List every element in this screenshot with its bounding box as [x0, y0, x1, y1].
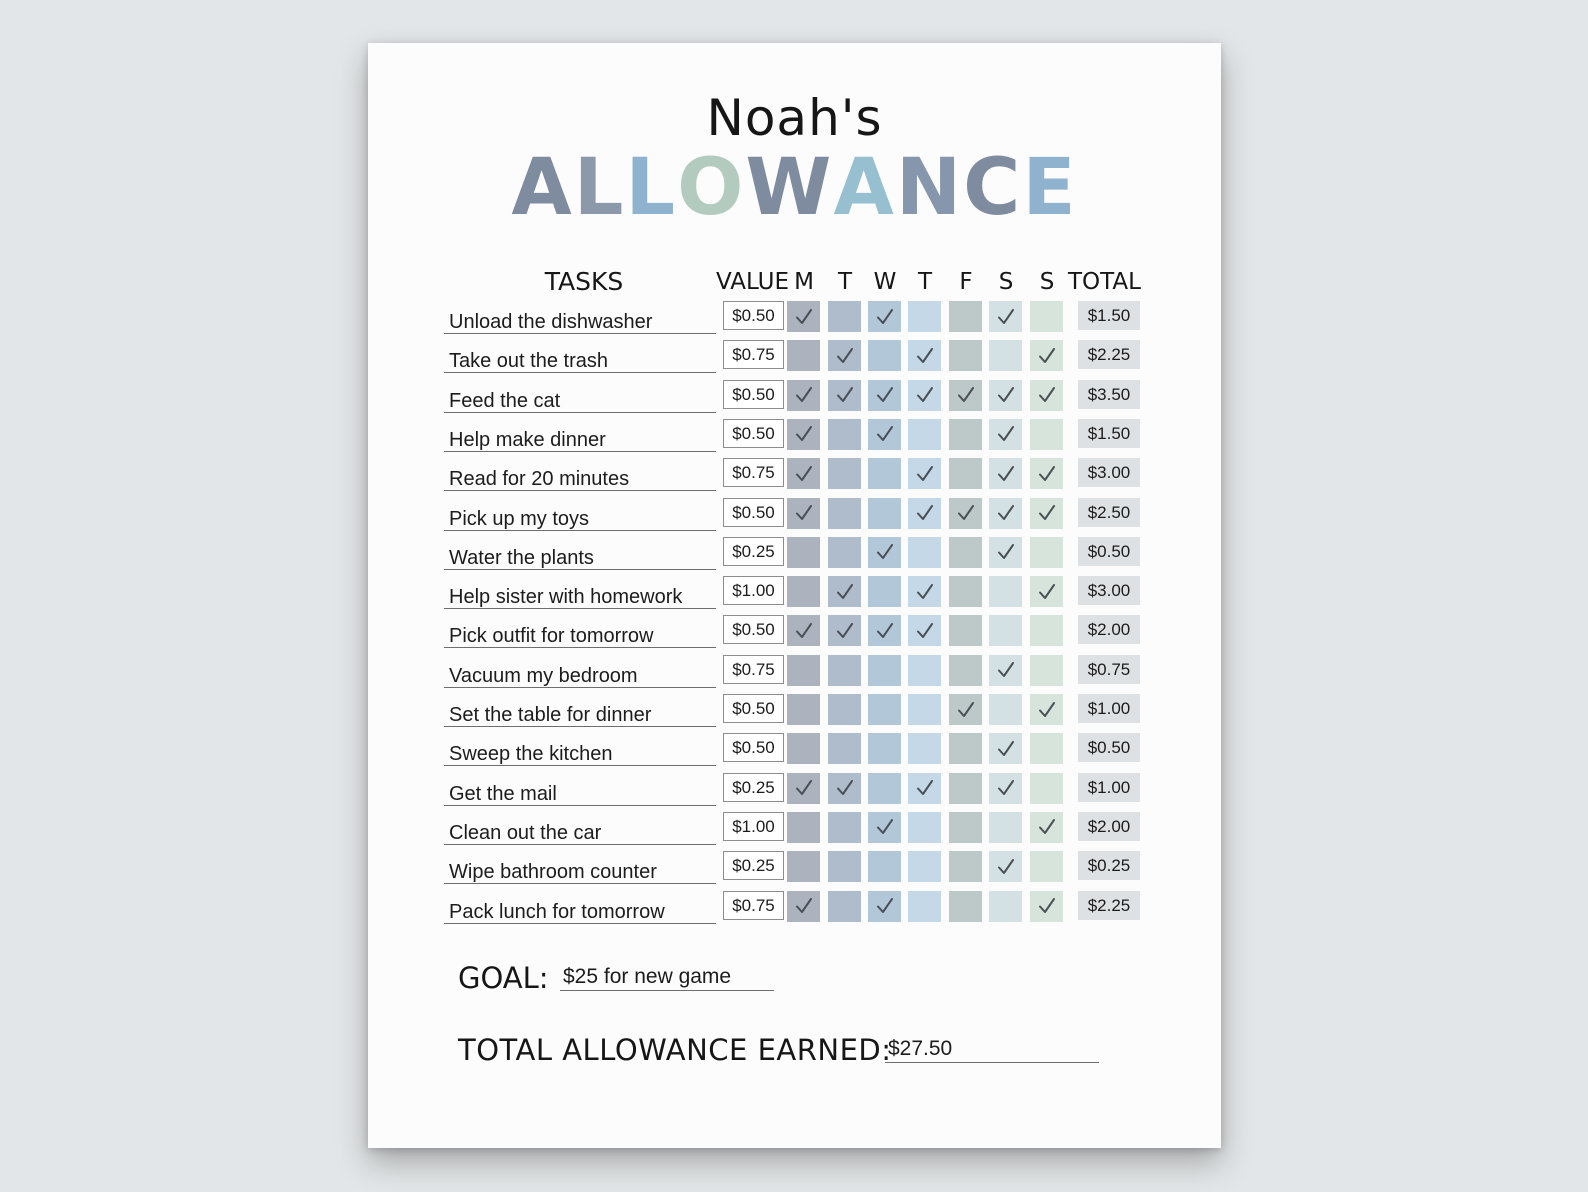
day-checkbox[interactable]	[1030, 773, 1063, 804]
check-icon	[996, 778, 1016, 798]
task-name: Set the table for dinner	[444, 694, 716, 727]
day-checkbox[interactable]	[828, 812, 861, 843]
day-checkbox[interactable]	[949, 498, 982, 529]
check-icon	[996, 424, 1016, 444]
title-letter: O	[677, 143, 746, 233]
table-row	[444, 733, 1144, 767]
task-total: $3.50	[1078, 380, 1140, 409]
check-icon	[915, 621, 935, 641]
check-icon	[915, 503, 935, 523]
day-checkbox[interactable]	[787, 498, 820, 529]
day-header: T	[917, 269, 933, 295]
day-checkbox[interactable]	[989, 615, 1022, 646]
day-checkbox[interactable]	[989, 655, 1022, 686]
check-icon	[915, 778, 935, 798]
day-checkbox[interactable]	[949, 301, 982, 332]
day-checkbox[interactable]	[828, 458, 861, 489]
table-row	[444, 891, 1144, 925]
day-checkbox[interactable]	[868, 851, 901, 882]
day-checkbox[interactable]	[868, 576, 901, 607]
day-checkbox[interactable]	[949, 340, 982, 371]
check-icon	[875, 896, 895, 916]
task-name: Pick up my toys	[444, 498, 716, 531]
day-checkbox[interactable]	[908, 694, 941, 725]
task-name: Help make dinner	[444, 419, 716, 452]
day-checkbox[interactable]	[787, 458, 820, 489]
title-letter: C	[963, 143, 1023, 233]
title-letter: L	[625, 143, 678, 233]
day-checkbox[interactable]	[787, 615, 820, 646]
table-row	[444, 576, 1144, 610]
task-name: Help sister with homework	[444, 576, 716, 609]
table-row	[444, 340, 1144, 374]
day-checkbox[interactable]	[868, 419, 901, 450]
table-row	[444, 498, 1144, 532]
table-row	[444, 694, 1144, 728]
check-icon	[835, 346, 855, 366]
task-total: $1.00	[1078, 773, 1140, 802]
check-icon	[956, 503, 976, 523]
day-checkbox[interactable]	[908, 851, 941, 882]
table-row	[444, 655, 1144, 689]
day-checkbox[interactable]	[828, 498, 861, 529]
day-checkbox[interactable]	[989, 891, 1022, 922]
task-total: $1.50	[1078, 301, 1140, 330]
day-checkbox[interactable]	[1030, 891, 1063, 922]
check-icon	[996, 385, 1016, 405]
day-checkbox[interactable]	[787, 301, 820, 332]
day-checkbox[interactable]	[1030, 537, 1063, 568]
day-checkbox[interactable]	[908, 891, 941, 922]
day-checkbox[interactable]	[1030, 733, 1063, 764]
check-icon	[835, 778, 855, 798]
check-icon	[956, 385, 976, 405]
total-earned-label: TOTAL ALLOWANCE EARNED:	[458, 1033, 892, 1067]
day-checkbox[interactable]	[1030, 419, 1063, 450]
table-row	[444, 380, 1144, 414]
day-checkbox[interactable]	[908, 419, 941, 450]
task-total: $1.00	[1078, 694, 1140, 723]
day-checkbox[interactable]	[949, 694, 982, 725]
task-value: $0.50	[723, 498, 784, 527]
check-icon	[794, 464, 814, 484]
task-name: Get the mail	[444, 773, 716, 806]
check-icon	[1037, 700, 1057, 720]
day-checkbox[interactable]	[989, 773, 1022, 804]
title-letter: W	[745, 143, 834, 233]
table-row	[444, 537, 1144, 571]
check-icon	[875, 424, 895, 444]
check-icon	[996, 739, 1016, 759]
title-letter: E	[1022, 143, 1078, 233]
check-icon	[1037, 582, 1057, 602]
task-name: Pack lunch for tomorrow	[444, 891, 716, 924]
day-checkbox[interactable]	[949, 419, 982, 450]
day-checkbox[interactable]	[828, 419, 861, 450]
check-icon	[1037, 896, 1057, 916]
day-checkbox[interactable]	[787, 891, 820, 922]
task-name: Pick outfit for tomorrow	[444, 615, 716, 648]
day-checkbox[interactable]	[868, 655, 901, 686]
task-total: $3.00	[1078, 576, 1140, 605]
check-icon	[1037, 503, 1057, 523]
day-header: W	[873, 269, 897, 295]
day-checkbox[interactable]	[908, 301, 941, 332]
day-checkbox[interactable]	[908, 773, 941, 804]
day-checkbox[interactable]	[787, 537, 820, 568]
check-icon	[794, 621, 814, 641]
task-value: $0.75	[723, 655, 784, 684]
task-value: $0.25	[723, 851, 784, 880]
day-checkbox[interactable]	[828, 340, 861, 371]
day-checkbox[interactable]	[989, 340, 1022, 371]
day-checkbox[interactable]	[989, 851, 1022, 882]
day-checkbox[interactable]	[908, 655, 941, 686]
day-header: T	[837, 269, 853, 295]
task-total: $0.50	[1078, 733, 1140, 762]
task-total: $0.50	[1078, 537, 1140, 566]
check-icon	[996, 503, 1016, 523]
task-name: Clean out the car	[444, 812, 716, 845]
day-checkbox[interactable]	[1030, 615, 1063, 646]
task-value: $1.00	[723, 812, 784, 841]
title-letter: A	[833, 143, 896, 233]
task-value: $0.50	[723, 301, 784, 330]
check-icon	[996, 660, 1016, 680]
task-name: Take out the trash	[444, 340, 716, 373]
task-value: $1.00	[723, 576, 784, 605]
table-row	[444, 812, 1144, 846]
task-total: $0.25	[1078, 851, 1140, 880]
day-checkbox[interactable]	[868, 458, 901, 489]
day-checkbox[interactable]	[949, 891, 982, 922]
check-icon	[996, 542, 1016, 562]
day-checkbox[interactable]	[787, 812, 820, 843]
task-total: $2.25	[1078, 891, 1140, 920]
day-checkbox[interactable]	[1030, 380, 1063, 411]
day-checkbox[interactable]	[787, 851, 820, 882]
day-checkbox[interactable]	[908, 576, 941, 607]
task-total: $1.50	[1078, 419, 1140, 448]
day-checkbox[interactable]	[989, 733, 1022, 764]
day-checkbox[interactable]	[828, 380, 861, 411]
day-header: S	[998, 269, 1014, 295]
task-total: $2.00	[1078, 615, 1140, 644]
total-header: TOTAL	[1068, 269, 1141, 295]
day-checkbox[interactable]	[787, 733, 820, 764]
day-checkbox[interactable]	[908, 615, 941, 646]
check-icon	[794, 778, 814, 798]
table-row	[444, 615, 1144, 649]
check-icon	[956, 700, 976, 720]
day-checkbox[interactable]	[828, 615, 861, 646]
task-name: Wipe bathroom counter	[444, 851, 716, 884]
day-checkbox[interactable]	[787, 576, 820, 607]
goal-field[interactable]: $25 for new game	[560, 961, 774, 991]
check-icon	[915, 464, 935, 484]
day-header: S	[1039, 269, 1055, 295]
day-header: F	[959, 269, 973, 295]
day-checkbox[interactable]	[828, 576, 861, 607]
day-checkbox[interactable]	[949, 773, 982, 804]
task-total: $3.00	[1078, 458, 1140, 487]
day-checkbox[interactable]	[828, 301, 861, 332]
day-checkbox[interactable]	[1030, 498, 1063, 529]
day-header: M	[794, 269, 814, 295]
day-checkbox[interactable]	[949, 812, 982, 843]
day-checkbox[interactable]	[949, 655, 982, 686]
day-checkbox[interactable]	[1030, 458, 1063, 489]
day-checkbox[interactable]	[1030, 655, 1063, 686]
task-value: $0.50	[723, 419, 784, 448]
task-value: $0.75	[723, 458, 784, 487]
day-checkbox[interactable]	[908, 380, 941, 411]
day-checkbox[interactable]	[868, 812, 901, 843]
day-checkbox[interactable]	[1030, 851, 1063, 882]
check-icon	[835, 621, 855, 641]
day-checkbox[interactable]	[1030, 694, 1063, 725]
task-value: $0.75	[723, 340, 784, 369]
day-checkbox[interactable]	[989, 694, 1022, 725]
day-checkbox[interactable]	[989, 537, 1022, 568]
task-name: Unload the dishwasher	[444, 301, 716, 334]
check-icon	[794, 424, 814, 444]
day-checkbox[interactable]	[908, 340, 941, 371]
task-total: $2.00	[1078, 812, 1140, 841]
check-icon	[835, 385, 855, 405]
day-checkbox[interactable]	[868, 891, 901, 922]
check-icon	[996, 464, 1016, 484]
total-earned-field[interactable]: $27.50	[885, 1033, 1099, 1063]
check-icon	[915, 385, 935, 405]
day-checkbox[interactable]	[989, 419, 1022, 450]
check-icon	[875, 542, 895, 562]
check-icon	[875, 621, 895, 641]
check-icon	[996, 857, 1016, 877]
day-checkbox[interactable]	[868, 537, 901, 568]
task-name: Water the plants	[444, 537, 716, 570]
table-row	[444, 301, 1144, 335]
task-name: Feed the cat	[444, 380, 716, 413]
check-icon	[875, 307, 895, 327]
allowance-chart-sheet	[368, 43, 1221, 1148]
title-letter: N	[895, 143, 964, 233]
day-checkbox[interactable]	[1030, 301, 1063, 332]
day-checkbox[interactable]	[908, 733, 941, 764]
day-checkbox[interactable]	[949, 576, 982, 607]
day-checkbox[interactable]	[868, 301, 901, 332]
day-checkbox[interactable]	[828, 694, 861, 725]
day-checkbox[interactable]	[1030, 812, 1063, 843]
check-icon	[794, 307, 814, 327]
day-checkbox[interactable]	[949, 851, 982, 882]
check-icon	[915, 346, 935, 366]
task-value: $0.50	[723, 380, 784, 409]
day-checkbox[interactable]	[828, 537, 861, 568]
day-checkbox[interactable]	[989, 458, 1022, 489]
task-value: $0.25	[723, 537, 784, 566]
day-checkbox[interactable]	[989, 498, 1022, 529]
table-row	[444, 458, 1144, 492]
task-name: Vacuum my bedroom	[444, 655, 716, 688]
check-icon	[794, 503, 814, 523]
task-name: Read for 20 minutes	[444, 458, 716, 491]
day-checkbox[interactable]	[949, 733, 982, 764]
day-checkbox[interactable]	[908, 812, 941, 843]
day-checkbox[interactable]	[787, 773, 820, 804]
task-value: $0.25	[723, 773, 784, 802]
task-total: $2.25	[1078, 340, 1140, 369]
goal-label: GOAL:	[458, 961, 549, 995]
day-checkbox[interactable]	[989, 812, 1022, 843]
task-value: $0.75	[723, 891, 784, 920]
day-checkbox[interactable]	[989, 576, 1022, 607]
table-row	[444, 419, 1144, 453]
day-checkbox[interactable]	[1030, 576, 1063, 607]
day-checkbox[interactable]	[787, 694, 820, 725]
day-checkbox[interactable]	[868, 498, 901, 529]
task-value: $0.50	[723, 733, 784, 762]
day-checkbox[interactable]	[868, 694, 901, 725]
task-total: $0.75	[1078, 655, 1140, 684]
child-name: Noah's	[706, 89, 883, 147]
check-icon	[794, 896, 814, 916]
check-icon	[996, 307, 1016, 327]
title-letter: A	[511, 143, 574, 233]
allowance-title	[368, 143, 1221, 233]
day-checkbox[interactable]	[908, 458, 941, 489]
day-checkbox[interactable]	[1030, 340, 1063, 371]
day-checkbox[interactable]	[868, 340, 901, 371]
day-checkbox[interactable]	[949, 537, 982, 568]
day-checkbox[interactable]	[868, 615, 901, 646]
day-checkbox[interactable]	[868, 380, 901, 411]
day-checkbox[interactable]	[908, 498, 941, 529]
check-icon	[835, 582, 855, 602]
task-value: $0.50	[723, 615, 784, 644]
day-checkbox[interactable]	[828, 773, 861, 804]
day-checkbox[interactable]	[787, 340, 820, 371]
check-icon	[1037, 464, 1057, 484]
day-checkbox[interactable]	[828, 655, 861, 686]
check-icon	[1037, 346, 1057, 366]
day-checkbox[interactable]	[787, 655, 820, 686]
value-header: VALUE	[716, 269, 790, 295]
task-total: $2.50	[1078, 498, 1140, 527]
check-icon	[1037, 385, 1057, 405]
day-checkbox[interactable]	[787, 419, 820, 450]
check-icon	[915, 582, 935, 602]
check-icon	[875, 385, 895, 405]
day-checkbox[interactable]	[828, 891, 861, 922]
check-icon	[875, 817, 895, 837]
day-checkbox[interactable]	[949, 458, 982, 489]
check-icon	[794, 385, 814, 405]
day-checkbox[interactable]	[787, 380, 820, 411]
day-checkbox[interactable]	[868, 773, 901, 804]
table-row	[444, 773, 1144, 807]
table-row	[444, 851, 1144, 885]
task-name: Sweep the kitchen	[444, 733, 716, 766]
day-checkbox[interactable]	[989, 380, 1022, 411]
task-value: $0.50	[723, 694, 784, 723]
tasks-header: TASKS	[544, 267, 624, 296]
check-icon	[1037, 817, 1057, 837]
title-letter: L	[573, 143, 626, 233]
day-checkbox[interactable]	[828, 851, 861, 882]
day-checkbox[interactable]	[989, 301, 1022, 332]
day-checkbox[interactable]	[949, 615, 982, 646]
day-checkbox[interactable]	[908, 537, 941, 568]
day-checkbox[interactable]	[868, 733, 901, 764]
day-checkbox[interactable]	[949, 380, 982, 411]
day-checkbox[interactable]	[828, 733, 861, 764]
